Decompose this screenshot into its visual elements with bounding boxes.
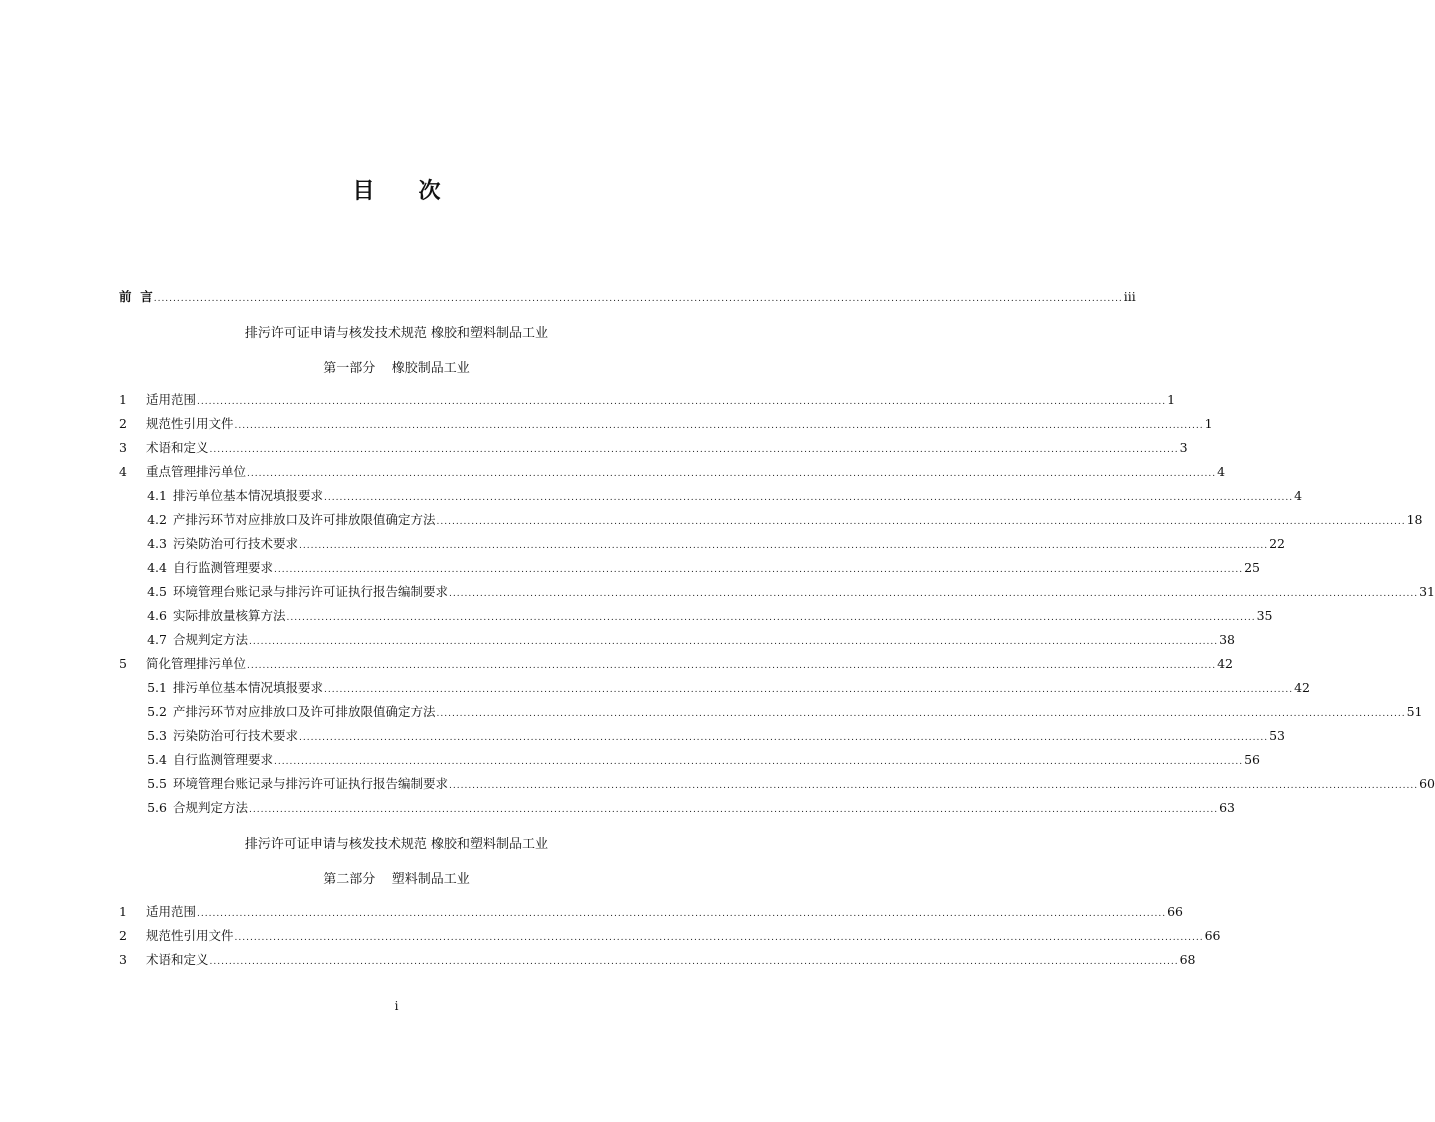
toc-entry-number: 4.3 [147,536,167,551]
dot-leader: ........................................................................................................................................................................................................................................................... [436,517,1406,527]
dot-leader: ........................................................................................................................................................................................................................................................... [299,733,1269,743]
toc-entry-number: 1 [119,392,127,407]
dot-leader: ........................................................................................................................................................................................................................................................... [324,493,1294,503]
toc-entry-number: 5.6 [147,800,167,815]
toc-entry-page: 51 [1406,704,1423,719]
dot-leader: ........................................................................................................................................................................................................................................................... [209,445,1179,455]
page-title [0,174,793,205]
toc-entry-page: 3 [1179,440,1188,455]
toc-entry-page: 31 [1419,584,1435,599]
toc-entry-number: 2 [119,928,127,943]
toc-entry-label: 重点管理排污单位 [146,464,247,479]
dot-leader: ........................................................................................................................................................................................................................................................... [197,397,1167,407]
toc-entry-label: 术语和定义 [146,440,209,455]
toc-entry[interactable] [119,950,1196,970]
toc-entry-number: 4.2 [147,512,167,527]
toc-entry-label: 适用范围 [146,904,197,919]
toc-entry-page: 4 [1294,488,1303,503]
dot-leader: ........................................................................................................................................................................................................................................................... [197,909,1167,919]
toc-entry-page: 42 [1294,680,1310,695]
toc-subentry[interactable] [119,678,1310,698]
toc-entry-page: 42 [1217,656,1233,671]
toc-entry-page: iii [1123,289,1136,304]
toc-entry[interactable] [119,438,1188,458]
toc-entry-page: 4 [1217,464,1226,479]
toc-entry-label: 污染防治可行技术要求 [173,728,299,743]
toc-subentry[interactable] [119,774,1435,794]
toc-entry-number: 4.5 [147,584,167,599]
toc-entry-page: 35 [1256,608,1273,623]
toc-entry-number: 4.1 [147,488,167,503]
toc-entry-label: 适用范围 [146,392,197,407]
part-heading: 排污许可证申请与核发技术规范 橡胶和塑料制品工业 [244,837,549,852]
toc-entry-label: 合规判定方法 [173,800,249,815]
toc-entry-label: 前 言 [119,289,153,304]
dot-leader: ........................................................................................................................................................................................................................................................... [247,661,1217,671]
part-subheading: 第二部分 塑料制品工业 [323,872,470,887]
toc-entry-number: 5.1 [147,680,167,695]
dot-leader: ........................................................................................................................................................................................................................................................... [274,565,1244,575]
toc-entry-page: 22 [1269,536,1285,551]
toc-entry-number: 3 [119,952,127,967]
toc-entry-number: 5.3 [147,728,167,743]
dot-leader: ........................................................................................................................................................................................................................................................... [324,685,1294,695]
dot-leader: ........................................................................................................................................................................................................................................................... [209,957,1179,967]
toc-entry-label: 术语和定义 [146,952,209,967]
toc-entry[interactable] [119,902,1183,922]
toc-entry-label: 产排污环节对应排放口及许可排放限值确定方法 [173,512,436,527]
toc-entry-page: 63 [1219,800,1235,815]
toc-entry[interactable] [119,414,1213,434]
toc-entry-number: 4.4 [147,560,167,575]
toc-entry-page: 38 [1219,632,1235,647]
toc-subentry[interactable] [119,558,1260,578]
toc-entry-label: 规范性引用文件 [146,928,234,943]
toc-entry-label: 产排污环节对应排放口及许可排放限值确定方法 [173,704,436,719]
toc-entry-label: 自行监测管理要求 [173,752,274,767]
toc-entry-foreword[interactable] [119,287,1136,307]
toc-entry[interactable] [119,654,1233,674]
toc-entry-label: 排污单位基本情况填报要求 [173,680,324,695]
toc-entry-page: 60 [1419,776,1435,791]
toc-entry-number: 5.4 [147,752,167,767]
dot-leader: ........................................................................................................................................................................................................................................................... [449,589,1419,599]
toc-entry-label: 合规判定方法 [173,632,249,647]
dot-leader: ........................................................................................................................................................................................................................................................... [274,757,1244,767]
toc-subentry[interactable] [119,798,1235,818]
dot-leader: ........................................................................................................................................................................................................................................................... [247,469,1217,479]
toc-entry-page: 66 [1167,904,1183,919]
dot-leader: ........................................................................................................................................................................................................................................................... [436,709,1406,719]
toc-entry-label: 排污单位基本情况填报要求 [173,488,324,503]
dot-leader: ........................................................................................................................................................................................................................................................... [249,637,1219,647]
toc-entry-number: 4.7 [147,632,167,647]
page-title-char-2: 次 [418,179,441,204]
dot-leader: ........................................................................................................................................................................................................................................................... [449,781,1419,791]
toc-entry-number: 2 [119,416,127,431]
dot-leader: ........................................................................................................................................................................................................................................................... [234,933,1204,943]
toc-entry-page: 1 [1167,392,1176,407]
toc-entry-number: 4 [119,464,127,479]
toc-subentry[interactable] [119,486,1303,506]
toc-entry-page: 66 [1204,928,1221,943]
part-heading: 排污许可证申请与核发技术规范 橡胶和塑料制品工业 [244,326,549,341]
toc-subentry[interactable] [119,606,1273,626]
toc-subentry[interactable] [119,630,1235,650]
toc-entry[interactable] [119,926,1221,946]
dot-leader: ........................................................................................................................................................................................................................................................... [234,421,1204,431]
toc-entry-page: 18 [1406,512,1423,527]
toc-entry-number: 1 [119,904,127,919]
toc-entry-page: 1 [1204,416,1213,431]
toc-entry-number: 5.5 [147,776,167,791]
toc-subentry[interactable] [119,726,1285,746]
toc-entry-label: 环境管理台账记录与排污许可证执行报告编制要求 [173,776,449,791]
page-title-char-1: 目 [352,179,375,204]
toc-subentry[interactable] [119,750,1260,770]
toc-entry-page: 68 [1179,952,1196,967]
toc-entry-number: 5.2 [147,704,167,719]
toc-entry-label: 规范性引用文件 [146,416,234,431]
toc-entry-label: 污染防治可行技术要求 [173,536,299,551]
dot-leader: ........................................................................................................................................................................................................................................................... [153,294,1123,304]
toc-subentry[interactable] [119,582,1435,602]
toc-entry-number: 4.6 [147,608,167,623]
toc-subentry[interactable] [119,510,1423,530]
toc-entry-label: 简化管理排污单位 [146,656,247,671]
toc-entry-page: 53 [1269,728,1285,743]
toc-entry-label: 环境管理台账记录与排污许可证执行报告编制要求 [173,584,449,599]
dot-leader: ........................................................................................................................................................................................................................................................... [299,541,1269,551]
toc-entry-page: 56 [1244,752,1260,767]
toc-entry-label: 实际排放量核算方法 [173,608,286,623]
toc-entry-number: 3 [119,440,127,455]
toc-entry-label: 自行监测管理要求 [173,560,274,575]
toc-entry-page: 25 [1244,560,1260,575]
toc-entry[interactable] [119,390,1176,410]
dot-leader: ........................................................................................................................................................................................................................................................... [249,805,1219,815]
dot-leader: ........................................................................................................................................................................................................................................................... [286,613,1256,623]
page-number: i [394,999,399,1013]
toc-entry[interactable] [119,462,1226,482]
toc-entry-number: 5 [119,656,127,671]
toc-subentry[interactable] [119,702,1423,722]
toc-subentry[interactable] [119,534,1285,554]
part-subheading: 第一部分 橡胶制品工业 [323,361,470,376]
